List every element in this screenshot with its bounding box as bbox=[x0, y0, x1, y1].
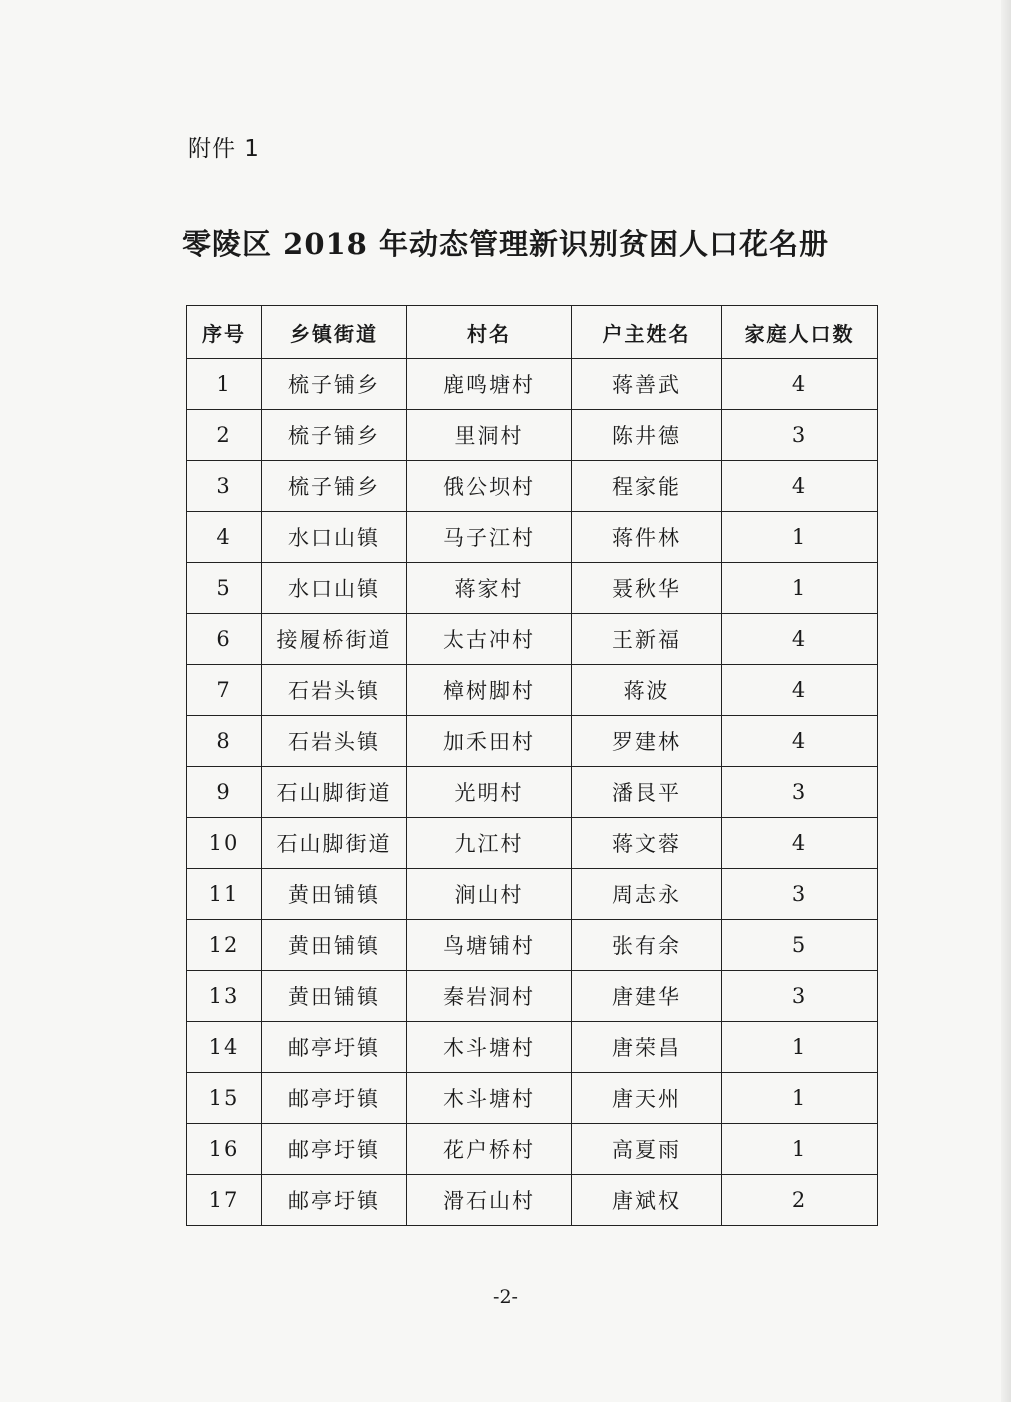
cell-family-size: 3 bbox=[722, 767, 878, 818]
table-row bbox=[187, 1073, 878, 1124]
cell-township: 邮亭圩镇 bbox=[262, 1124, 407, 1175]
cell-village: 马子江村 bbox=[407, 512, 572, 563]
cell-householder: 罗建林 bbox=[572, 716, 722, 767]
cell-index: 3 bbox=[187, 461, 262, 512]
table-row bbox=[187, 359, 878, 410]
document-title: 零陵区 2018 年动态管理新识别贫困人口花名册 bbox=[182, 227, 829, 261]
table-row bbox=[187, 869, 878, 920]
cell-village: 俄公坝村 bbox=[407, 461, 572, 512]
cell-householder: 蒋善武 bbox=[572, 359, 722, 410]
table-row bbox=[187, 767, 878, 818]
cell-index: 6 bbox=[187, 614, 262, 665]
cell-householder: 王新福 bbox=[572, 614, 722, 665]
cell-family-size: 4 bbox=[722, 359, 878, 410]
cell-family-size: 1 bbox=[722, 1073, 878, 1124]
cell-village: 木斗塘村 bbox=[407, 1022, 572, 1073]
cell-family-size: 4 bbox=[722, 461, 878, 512]
cell-householder: 高夏雨 bbox=[572, 1124, 722, 1175]
cell-village: 里洞村 bbox=[407, 410, 572, 461]
cell-family-size: 4 bbox=[722, 665, 878, 716]
header-township: 乡镇街道 bbox=[262, 306, 407, 359]
page-edge bbox=[1001, 0, 1011, 1402]
cell-family-size: 1 bbox=[722, 1022, 878, 1073]
cell-householder: 聂秋华 bbox=[572, 563, 722, 614]
table-row bbox=[187, 461, 878, 512]
cell-township: 黄田铺镇 bbox=[262, 971, 407, 1022]
cell-householder: 唐斌权 bbox=[572, 1175, 722, 1226]
cell-index: 17 bbox=[187, 1175, 262, 1226]
table-row bbox=[187, 665, 878, 716]
cell-township: 梳子铺乡 bbox=[262, 359, 407, 410]
cell-village: 花户桥村 bbox=[407, 1124, 572, 1175]
cell-township: 黄田铺镇 bbox=[262, 920, 407, 971]
cell-township: 石山脚街道 bbox=[262, 818, 407, 869]
cell-index: 7 bbox=[187, 665, 262, 716]
cell-village: 蒋家村 bbox=[407, 563, 572, 614]
table-row bbox=[187, 920, 878, 971]
cell-village: 鸟塘铺村 bbox=[407, 920, 572, 971]
cell-family-size: 1 bbox=[722, 1124, 878, 1175]
cell-index: 12 bbox=[187, 920, 262, 971]
table-row bbox=[187, 1124, 878, 1175]
cell-township: 接履桥街道 bbox=[262, 614, 407, 665]
cell-family-size: 3 bbox=[722, 869, 878, 920]
cell-village: 樟树脚村 bbox=[407, 665, 572, 716]
cell-householder: 潘艮平 bbox=[572, 767, 722, 818]
cell-index: 14 bbox=[187, 1022, 262, 1073]
cell-householder: 唐建华 bbox=[572, 971, 722, 1022]
cell-family-size: 1 bbox=[722, 563, 878, 614]
poverty-roster-table bbox=[186, 305, 878, 1226]
table-row bbox=[187, 1022, 878, 1073]
cell-township: 水口山镇 bbox=[262, 512, 407, 563]
table-row bbox=[187, 563, 878, 614]
header-householder: 户主姓名 bbox=[572, 306, 722, 359]
table-header-row bbox=[187, 306, 878, 359]
cell-township: 梳子铺乡 bbox=[262, 461, 407, 512]
cell-householder: 蒋波 bbox=[572, 665, 722, 716]
cell-township: 邮亭圩镇 bbox=[262, 1175, 407, 1226]
cell-family-size: 5 bbox=[722, 920, 878, 971]
cell-township: 石山脚街道 bbox=[262, 767, 407, 818]
cell-village: 太古冲村 bbox=[407, 614, 572, 665]
cell-family-size: 3 bbox=[722, 410, 878, 461]
table-row bbox=[187, 818, 878, 869]
table-row bbox=[187, 971, 878, 1022]
cell-householder: 蒋件林 bbox=[572, 512, 722, 563]
cell-village: 加禾田村 bbox=[407, 716, 572, 767]
cell-index: 10 bbox=[187, 818, 262, 869]
cell-family-size: 4 bbox=[722, 614, 878, 665]
cell-family-size: 2 bbox=[722, 1175, 878, 1226]
cell-index: 1 bbox=[187, 359, 262, 410]
cell-householder: 周志永 bbox=[572, 869, 722, 920]
header-index: 序号 bbox=[187, 306, 262, 359]
cell-index: 4 bbox=[187, 512, 262, 563]
table-row bbox=[187, 410, 878, 461]
table-row bbox=[187, 512, 878, 563]
cell-family-size: 4 bbox=[722, 716, 878, 767]
page-number: -2- bbox=[493, 1286, 518, 1308]
cell-township: 邮亭圩镇 bbox=[262, 1022, 407, 1073]
cell-householder: 蒋文蓉 bbox=[572, 818, 722, 869]
cell-township: 石岩头镇 bbox=[262, 665, 407, 716]
cell-householder: 陈井德 bbox=[572, 410, 722, 461]
cell-householder: 唐荣昌 bbox=[572, 1022, 722, 1073]
cell-village: 鹿鸣塘村 bbox=[407, 359, 572, 410]
cell-index: 15 bbox=[187, 1073, 262, 1124]
cell-township: 梳子铺乡 bbox=[262, 410, 407, 461]
table-row bbox=[187, 1175, 878, 1226]
cell-index: 8 bbox=[187, 716, 262, 767]
table-row bbox=[187, 716, 878, 767]
attachment-label: 附件 1 bbox=[188, 136, 260, 162]
header-family-size: 家庭人口数 bbox=[722, 306, 878, 359]
cell-index: 9 bbox=[187, 767, 262, 818]
cell-householder: 唐天州 bbox=[572, 1073, 722, 1124]
cell-householder: 张有余 bbox=[572, 920, 722, 971]
cell-township: 邮亭圩镇 bbox=[262, 1073, 407, 1124]
cell-family-size: 3 bbox=[722, 971, 878, 1022]
cell-village: 九江村 bbox=[407, 818, 572, 869]
cell-township: 石岩头镇 bbox=[262, 716, 407, 767]
cell-householder: 程家能 bbox=[572, 461, 722, 512]
cell-village: 木斗塘村 bbox=[407, 1073, 572, 1124]
cell-family-size: 1 bbox=[722, 512, 878, 563]
cell-index: 13 bbox=[187, 971, 262, 1022]
table-body bbox=[187, 359, 878, 1226]
cell-index: 2 bbox=[187, 410, 262, 461]
cell-township: 黄田铺镇 bbox=[262, 869, 407, 920]
header-village: 村名 bbox=[407, 306, 572, 359]
cell-village: 涧山村 bbox=[407, 869, 572, 920]
table-row bbox=[187, 614, 878, 665]
cell-village: 滑石山村 bbox=[407, 1175, 572, 1226]
cell-township: 水口山镇 bbox=[262, 563, 407, 614]
cell-family-size: 4 bbox=[722, 818, 878, 869]
cell-index: 11 bbox=[187, 869, 262, 920]
cell-index: 5 bbox=[187, 563, 262, 614]
cell-village: 光明村 bbox=[407, 767, 572, 818]
cell-index: 16 bbox=[187, 1124, 262, 1175]
cell-village: 秦岩洞村 bbox=[407, 971, 572, 1022]
